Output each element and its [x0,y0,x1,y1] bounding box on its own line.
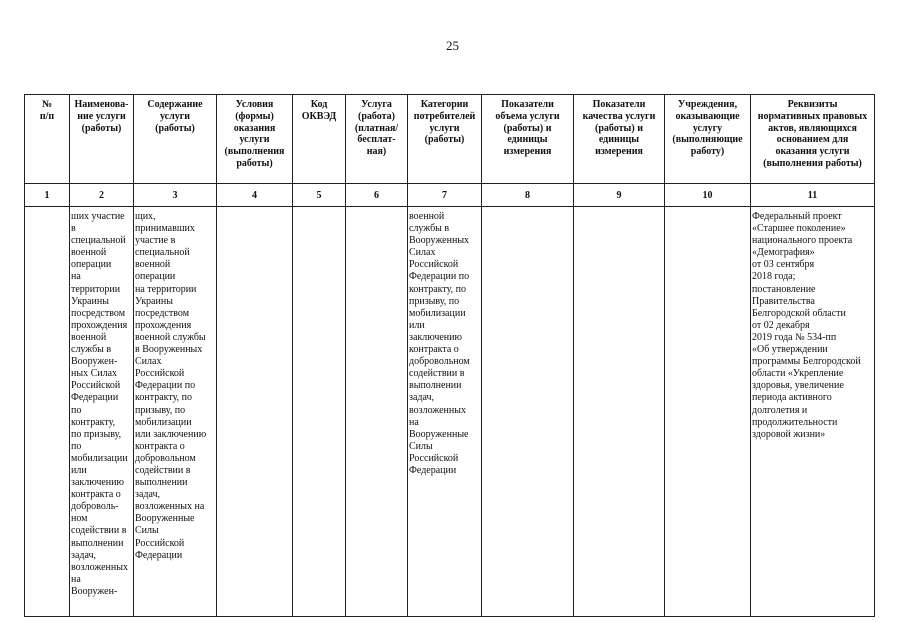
column-number: 11 [751,184,875,207]
col-header-okved-text: Код ОКВЭД [301,99,337,122]
column-number: 7 [408,184,482,207]
col-header-volume-indicators [482,95,574,184]
column-number: 10 [665,184,751,207]
cell-consumers: военной службы в Вооруженных Силах Российской Федерации по контракту, по призыву, по мобилизации или заключению контракта о добровольном содействии в выполнении задач, возложенных на Вооруженные Силы Российской Федерации [408,207,482,617]
col-header-conditions-text: Условия (формы) оказания услуги (выполнения работы) [224,99,285,169]
col-header-okved [293,95,346,184]
table-row [25,207,875,617]
col-header-institutions [665,95,751,184]
column-number-row [25,184,875,207]
column-number: 3 [134,184,217,207]
col-header-quality-indicators-text: Показатели качества услуги (работы) и единицы измерения [582,99,656,158]
cell-service-content: щих, принимавших участие в специальной военной операции на территории Украины посредством прохождения военной службы в Вооруженных Силах Российской Федерации по контракту, по призыву, по мобилизации или заключению контракта о добровольном содействии в выполнении задач, возложенных на Вооруженные Силы Российской Федерации [134,207,217,617]
col-header-consumers [408,95,482,184]
services-table [24,94,875,617]
column-number: 8 [482,184,574,207]
col-header-service-content-text: Содержание услуги (работы) [147,99,203,134]
header-row [25,95,875,184]
cell-okved [293,207,346,617]
cell-legal-acts: Федеральный проект «Старшее поколение» национального проекта «Демография» от 03 сентября 2018 года; постановление Правительства Белгородской области от 02 декабря 2019 года № 534-пп «Об утверждении программы Белгородской области «Укрепление здоровья, увеличение периода активного долголетия и продолжительности здоровой жизни» [751,207,875,617]
column-number: 9 [574,184,665,207]
col-header-quality-indicators [574,95,665,184]
col-header-volume-indicators-text: Показатели объема услуги (работы) и единицы измерения [495,99,560,158]
col-header-paid-free-text: Услуга (работа) (платная/ бесплат- ная) [354,99,399,158]
col-header-legal-acts [751,95,875,184]
col-header-institutions-text: Учреждения, оказывающие услугу (выполняющие работу) [672,99,743,158]
col-header-service-name [70,95,134,184]
cell-institutions [665,207,751,617]
column-number: 1 [25,184,70,207]
cell-paid-free [346,207,408,617]
cell-volume-indicators [482,207,574,617]
col-header-service-name-text: Наименова- ние услуги (работы) [74,99,129,134]
col-header-service-content [134,95,217,184]
cell-service-name: ших участие в специальной военной операции на территории Украины посредством прохождения военной службы в Вооружен- ных Силах Российской Федерации по контракту, по призыву, по мобилизации или заключению контракта о доброволь- ном содействии в выполнении задач, возложенных на Вооружен- [70,207,134,617]
col-header-number-text: № п/п [39,99,55,122]
cell-quality-indicators [574,207,665,617]
column-number: 6 [346,184,408,207]
column-number: 5 [293,184,346,207]
col-header-number [25,95,70,184]
page-number: 25 [446,38,459,53]
col-header-conditions [217,95,293,184]
cell-number [25,207,70,617]
col-header-consumers-text: Категории потребителей услуги (работы) [413,99,476,146]
column-number: 2 [70,184,134,207]
column-number: 4 [217,184,293,207]
col-header-paid-free [346,95,408,184]
cell-conditions [217,207,293,617]
col-header-legal-acts-text: Реквизиты нормативных правовых актов, являющихся основанием для оказания услуги (выполнения работы) [757,99,868,169]
